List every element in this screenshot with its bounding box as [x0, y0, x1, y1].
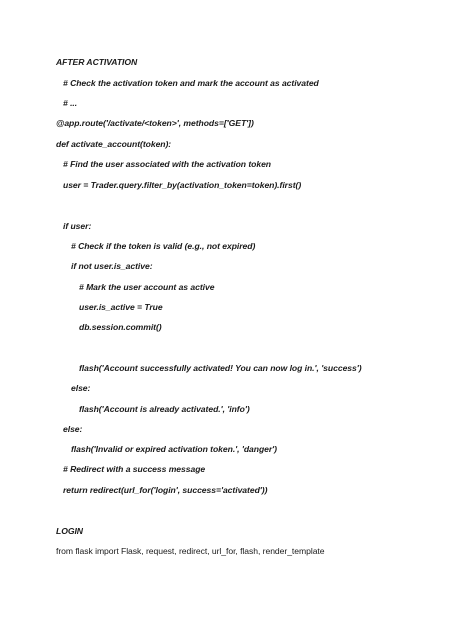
code-statement-line: db.session.commit() [79, 322, 162, 332]
code-comment-line: # Redirect with a success message [63, 464, 206, 474]
section-heading-after-activation: AFTER ACTIVATION [56, 57, 138, 67]
code-def-line: def activate_account(token): [56, 139, 172, 149]
code-comment-line: # Check the activation token and mark the account as activated [63, 78, 319, 88]
code-if-line: if user: [63, 221, 92, 231]
code-decorator-line: @app.route('/activate/<token>', methods=['GET']) [56, 118, 254, 128]
code-else-line: else: [71, 383, 91, 393]
code-if-line: if not user.is_active: [71, 261, 153, 271]
code-return-line: return redirect(url_for('login', success='activated')) [63, 485, 268, 495]
section-heading-login: LOGIN [56, 526, 83, 536]
code-comment-line: # ... [63, 98, 78, 108]
code-statement-line: user = Trader.query.filter_by(activation_token=token).first() [63, 180, 302, 190]
code-statement-line: flash('Account successfully activated! You can now log in.', 'success') [79, 363, 362, 373]
code-comment-line: # Find the user associated with the activation token [63, 159, 271, 169]
code-comment-line: # Check if the token is valid (e.g., not expired) [71, 241, 256, 251]
code-else-line: else: [63, 424, 83, 434]
code-import-line: from flask import Flask, request, redirect, url_for, flash, render_template [56, 546, 325, 556]
code-statement-line: flash('Account is already activated.', 'info') [79, 404, 250, 414]
code-statement-line: user.is_active = True [79, 302, 163, 312]
code-statement-line: flash('Invalid or expired activation token.', 'danger') [71, 444, 277, 454]
code-comment-line: # Mark the user account as active [79, 282, 215, 292]
